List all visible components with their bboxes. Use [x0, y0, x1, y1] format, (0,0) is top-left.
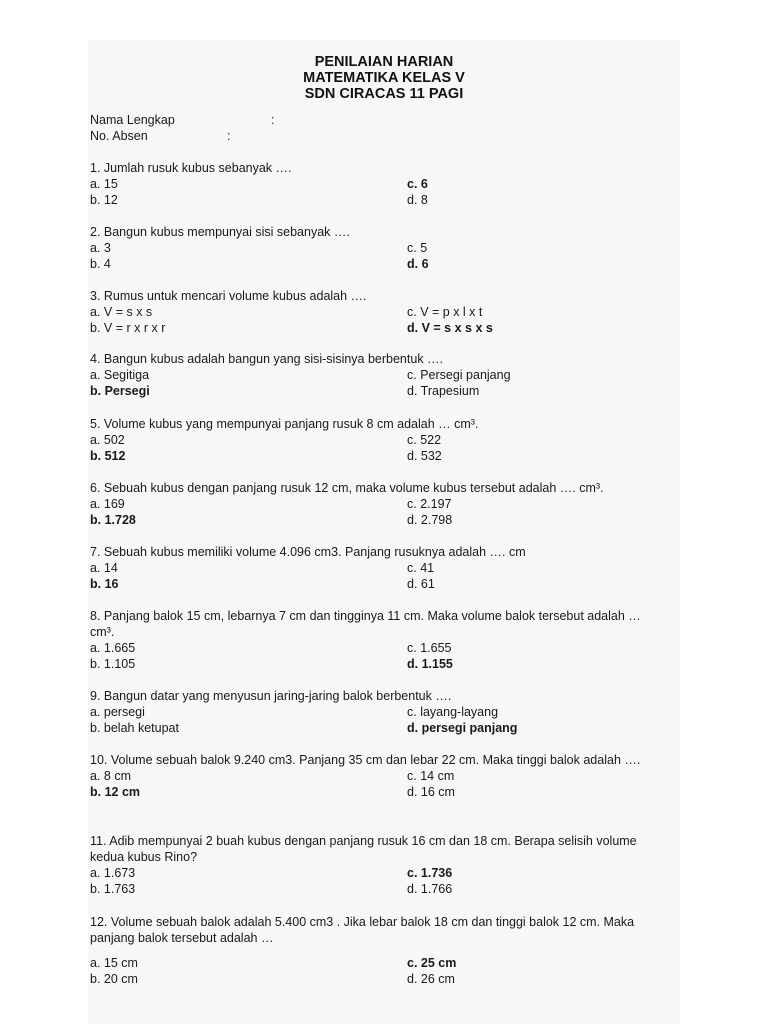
question-stem: 5. Volume kubus yang mempunyai panjang rusuk 8 cm adalah … cm³.	[90, 417, 479, 431]
worksheet-header	[0, 54, 768, 102]
option-row	[90, 448, 674, 464]
option-row	[90, 560, 674, 576]
question-stem: 9. Bangun datar yang menyusun jaring-jaring balok berbentuk ….	[90, 689, 452, 703]
option-b: b. belah ketupat	[90, 721, 179, 735]
question-7	[90, 544, 674, 592]
question-2	[90, 224, 674, 272]
option-c: c. 2.197	[407, 497, 452, 511]
option-row	[90, 881, 674, 897]
option-b: b. 1.763	[90, 882, 136, 896]
option-row	[90, 192, 674, 208]
option-c: c. 41	[407, 561, 435, 575]
option-d: d. 532	[407, 449, 442, 463]
option-d: d. V = s x s x s	[407, 321, 493, 335]
option-c: c. 25 cm	[407, 956, 457, 970]
option-b: b. 12	[90, 193, 118, 207]
option-b: b. 4	[90, 257, 111, 271]
option-row	[90, 971, 674, 987]
option-c: c. 14 cm	[407, 769, 455, 783]
option-d: d. 16 cm	[407, 785, 455, 799]
option-row	[90, 367, 674, 383]
option-a: a. 1.665	[90, 641, 136, 655]
question-stem: 10. Volume sebuah balok 9.240 cm3. Panjang 35 cm dan lebar 22 cm. Maka tinggi balok adalah ….	[90, 753, 641, 767]
question-stem: 8. Panjang balok 15 cm, lebarnya 7 cm dan tingginya 11 cm. Maka volume balok tersebut adalah … cm³.	[90, 609, 641, 639]
option-d: d. 1.155	[407, 657, 453, 671]
question-stem: 3. Rumus untuk mencari volume kubus adalah ….	[90, 289, 367, 303]
option-row	[90, 784, 674, 800]
option-a: a. 3	[90, 241, 111, 255]
question-stem: 6. Sebuah kubus dengan panjang rusuk 12 cm, maka volume kubus tersebut adalah …. cm³.	[90, 481, 604, 495]
absen-colon: :	[227, 129, 231, 143]
question-stem: 4. Bangun kubus adalah bangun yang sisi-sisinya berbentuk ….	[90, 352, 444, 366]
option-a: a. 15 cm	[90, 956, 138, 970]
option-row	[90, 256, 674, 272]
option-d: d. 8	[407, 193, 428, 207]
option-d: d. 1.766	[407, 882, 453, 896]
option-a: a. 1.673	[90, 866, 136, 880]
option-b: b. 1.105	[90, 657, 136, 671]
option-row	[90, 432, 674, 448]
absen-row	[90, 128, 231, 144]
option-b: b. Persegi	[90, 384, 150, 398]
option-row	[90, 512, 674, 528]
option-row	[90, 768, 674, 784]
question-stem: 1. Jumlah rusuk kubus sebanyak ….	[90, 161, 292, 175]
option-a: a. 502	[90, 433, 125, 447]
header-title: PENILAIAN HARIAN	[314, 54, 454, 70]
option-row	[90, 865, 674, 881]
option-row	[90, 704, 674, 720]
option-row	[90, 720, 674, 736]
option-row	[90, 383, 674, 399]
header-school: SDN CIRACAS 11 PAGI	[304, 86, 464, 102]
option-row	[90, 955, 674, 971]
option-c: c. 6	[407, 177, 428, 191]
option-row	[90, 304, 674, 320]
option-b: b. 512	[90, 449, 126, 463]
name-label: Nama Lengkap	[90, 113, 175, 127]
question-11	[90, 833, 674, 897]
option-b: b. 16	[90, 577, 119, 591]
option-a: a. 14	[90, 561, 118, 575]
option-a: a. 15	[90, 177, 118, 191]
option-row	[90, 576, 674, 592]
option-d: d. 26 cm	[407, 972, 455, 986]
question-6	[90, 480, 674, 528]
question-1	[90, 160, 674, 208]
option-c: c. layang-layang	[407, 705, 499, 719]
name-colon: :	[271, 113, 275, 127]
question-3	[90, 288, 674, 336]
question-stem: 2. Bangun kubus mempunyai sisi sebanyak ….	[90, 225, 350, 239]
option-b: b. 20 cm	[90, 972, 138, 986]
option-d: d. 6	[407, 257, 429, 271]
question-5	[90, 416, 674, 464]
option-row	[90, 320, 674, 336]
spacer	[90, 946, 674, 955]
option-d: d. 2.798	[407, 513, 453, 527]
option-a: a. 169	[90, 497, 125, 511]
option-c: c. 522	[407, 433, 442, 447]
option-a: a. V = s x s	[90, 305, 153, 319]
option-row	[90, 496, 674, 512]
option-b: b. 12 cm	[90, 785, 141, 799]
option-c: c. 1.736	[407, 866, 453, 880]
question-9	[90, 688, 674, 736]
name-row	[90, 112, 275, 128]
option-d: d. 61	[407, 577, 435, 591]
option-d: d. Trapesium	[407, 384, 480, 398]
option-d: d. persegi panjang	[407, 721, 518, 735]
absen-label: No. Absen	[90, 129, 148, 143]
option-row	[90, 640, 650, 656]
option-b: b. V = r x r x r	[90, 321, 166, 335]
option-a: a. Segitiga	[90, 368, 150, 382]
option-c: c. 1.655	[407, 641, 452, 655]
question-stem: 7. Sebuah kubus memiliki volume 4.096 cm3. Panjang rusuknya adalah …. cm	[90, 545, 526, 559]
option-row	[90, 176, 674, 192]
option-row	[90, 240, 674, 256]
option-c: c. V = p x l x t	[407, 305, 483, 319]
option-c: c. Persegi panjang	[407, 368, 511, 382]
question-stem: 11. Adib mempunyai 2 buah kubus dengan panjang rusuk 16 cm dan 18 cm. Berapa selisih volume kedua kubus Rino?	[90, 834, 637, 864]
option-row	[90, 656, 650, 672]
question-10	[90, 752, 674, 800]
header-subject: MATEMATIKA KELAS V	[303, 70, 465, 86]
option-c: c. 5	[407, 241, 428, 255]
question-12	[90, 914, 674, 987]
option-b: b. 1.728	[90, 513, 136, 527]
question-stem: 12. Volume sebuah balok adalah 5.400 cm3 . Jika lebar balok 18 cm dan tinggi balok 12 cm. Maka panjang balok tersebut adalah …	[90, 915, 635, 945]
option-a: a. 8 cm	[90, 769, 131, 783]
student-info	[90, 112, 275, 144]
question-4	[90, 351, 674, 399]
question-8	[90, 608, 650, 672]
option-a: a. persegi	[90, 705, 145, 719]
